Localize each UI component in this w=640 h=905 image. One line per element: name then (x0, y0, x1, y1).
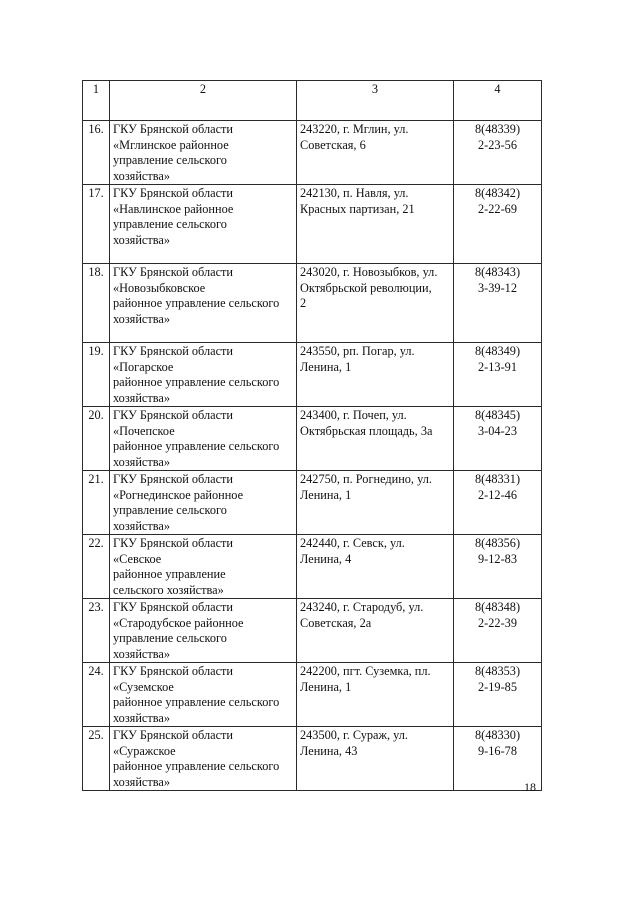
organization-name-line: «Почепское (113, 423, 175, 438)
organization-phone (454, 264, 542, 343)
organization-name-line: ГКУ Брянской области (113, 265, 234, 279)
table-row (83, 535, 542, 599)
organization-name (110, 663, 297, 727)
organization-name-line: сельского хозяйства» (113, 582, 224, 597)
organization-address (297, 185, 454, 264)
organization-name-line: «Новозыбковское (113, 280, 206, 295)
organization-address-line: Красных партизан, 21 (300, 201, 415, 216)
organization-name (110, 599, 297, 663)
header-col-4: 4 (454, 81, 542, 121)
organization-phone-line: 8(48348) (474, 600, 521, 614)
organization-phone-line: 8(48342) (474, 186, 521, 200)
organization-phone-line: 2-23-56 (478, 137, 517, 152)
organization-name-line: хозяйства» (113, 232, 171, 247)
organization-phone-line: 2-12-46 (478, 487, 517, 502)
organization-name-line: ГКУ Брянской области (113, 344, 234, 358)
organization-name (110, 121, 297, 185)
organization-name-line: управление сельского (113, 631, 227, 645)
organization-name (110, 264, 297, 343)
organization-name-line: районное управление сельского (113, 759, 280, 773)
organization-name-line: хозяйства» (113, 774, 171, 789)
organization-name-line: ГКУ Брянской области (113, 536, 234, 550)
row-number: 21. (83, 471, 110, 535)
registry-table (82, 80, 542, 791)
row-number: 18. (83, 264, 110, 343)
organization-phone-line: 9-12-83 (478, 551, 517, 566)
organization-phone-line: 9-16-78 (478, 743, 517, 758)
organization-phone (454, 185, 542, 264)
organization-name-line: районное управление (113, 567, 226, 581)
row-number: 20. (83, 407, 110, 471)
organization-address-line: 243220, г. Мглин, ул. (300, 122, 409, 136)
organization-name-line: управление сельского (113, 153, 227, 167)
organization-name (110, 471, 297, 535)
organization-name-line: управление сельского (113, 503, 227, 517)
table-row (83, 599, 542, 663)
organization-name-line: «Севское (113, 551, 162, 566)
organization-address-line: Ленина, 43 (300, 743, 358, 758)
organization-phone-line: 2-19-85 (478, 679, 517, 694)
organization-name-line: ГКУ Брянской области (113, 664, 234, 678)
organization-address-line: 243500, г. Сураж, ул. (300, 728, 408, 742)
organization-name (110, 185, 297, 264)
organization-phone (454, 471, 542, 535)
organization-address-line: Ленина, 1 (300, 359, 352, 374)
organization-phone (454, 599, 542, 663)
organization-phone-line: 8(48353) (474, 664, 521, 678)
organization-address-line: 243550, рп. Погар, ул. (300, 344, 415, 358)
organization-phone-line: 3-04-23 (478, 423, 517, 438)
organization-name-line: ГКУ Брянской области (113, 408, 234, 422)
organization-phone-line: 8(48339) (474, 122, 521, 136)
organization-name-line: «Погарское (113, 359, 174, 374)
organization-address-line: 2 (300, 296, 307, 310)
organization-phone (454, 343, 542, 407)
organization-phone-line: 8(48343) (474, 265, 521, 279)
organization-address-line: Октябрьской революции, (300, 280, 432, 295)
table-row (83, 663, 542, 727)
organization-name-line: хозяйства» (113, 311, 171, 326)
organization-name-line: ГКУ Брянской области (113, 600, 234, 614)
row-number: 25. (83, 727, 110, 791)
row-number: 17. (83, 185, 110, 264)
row-number: 19. (83, 343, 110, 407)
organization-name-line: «Стародубское районное (113, 615, 244, 630)
organization-address-line: Ленина, 1 (300, 487, 352, 502)
organization-name-line: районное управление сельского (113, 375, 280, 389)
table-row (83, 121, 542, 185)
organization-name-line: «Рогнединское районное (113, 487, 244, 502)
organization-address (297, 663, 454, 727)
organization-phone (454, 121, 542, 185)
organization-address-line: Ленина, 1 (300, 679, 352, 694)
organization-name-line: хозяйства» (113, 390, 171, 405)
organization-address-line: 243240, г. Стародуб, ул. (300, 600, 424, 614)
organization-name (110, 407, 297, 471)
header-row (83, 81, 542, 121)
organization-address (297, 599, 454, 663)
row-number: 24. (83, 663, 110, 727)
organization-address-line: 242200, пгт. Суземка, пл. (300, 664, 431, 678)
organization-phone (454, 663, 542, 727)
organization-name-line: районное управление сельского (113, 439, 280, 453)
organization-address (297, 471, 454, 535)
organization-phone-line: 8(48349) (474, 344, 521, 358)
organization-name-line: хозяйства» (113, 518, 171, 533)
table-row (83, 407, 542, 471)
organization-phone (454, 407, 542, 471)
row-number: 23. (83, 599, 110, 663)
organization-name (110, 727, 297, 791)
organization-name-line: ГКУ Брянской области (113, 728, 234, 742)
organization-name-line: хозяйства» (113, 710, 171, 725)
organization-address-line: Советская, 6 (300, 137, 366, 152)
organization-address-line: 242750, п. Рогнедино, ул. (300, 472, 432, 486)
organization-address-line: Ленина, 4 (300, 551, 352, 566)
header-col-3: 3 (297, 81, 454, 121)
organization-address-line: 242130, п. Навля, ул. (300, 186, 409, 200)
table-row (83, 185, 542, 264)
header-col-1: 1 (83, 81, 110, 121)
organization-address-line: 243400, г. Почеп, ул. (300, 408, 407, 422)
organization-name-line: районное управление сельского (113, 695, 280, 709)
table-body (83, 121, 542, 791)
organization-address (297, 407, 454, 471)
organization-address (297, 727, 454, 791)
organization-phone-line: 8(48356) (474, 536, 521, 550)
organization-phone-line: 2-13-91 (478, 359, 517, 374)
organization-name-line: «Навлинское районное (113, 201, 234, 216)
organization-name-line: хозяйства» (113, 646, 171, 661)
organization-address-line: 242440, г. Севск, ул. (300, 536, 405, 550)
page-number: 18 (524, 780, 536, 794)
table-row (83, 343, 542, 407)
organization-address (297, 343, 454, 407)
organization-name-line: районное управление сельского (113, 296, 280, 310)
table-row (83, 727, 542, 791)
header-col-2: 2 (110, 81, 297, 121)
organization-name-line: «Суражское (113, 743, 176, 758)
row-number: 22. (83, 535, 110, 599)
row-number: 16. (83, 121, 110, 185)
organization-phone-line: 8(48331) (474, 472, 521, 486)
table-row (83, 471, 542, 535)
organization-address-line: Октябрьская площадь, 3а (300, 423, 433, 438)
organization-name-line: хозяйства» (113, 168, 171, 183)
organization-name-line: ГКУ Брянской области (113, 122, 234, 136)
organization-address (297, 535, 454, 599)
organization-name-line: «Суземское (113, 679, 174, 694)
organization-phone (454, 535, 542, 599)
organization-phone-line: 8(48330) (474, 728, 521, 742)
organization-name-line: управление сельского (113, 217, 227, 231)
organization-name (110, 535, 297, 599)
organization-phone-line: 2-22-69 (478, 201, 517, 216)
organization-address (297, 121, 454, 185)
organization-phone-line: 2-22-39 (478, 615, 517, 630)
organization-phone-line: 8(48345) (474, 408, 521, 422)
organization-name (110, 343, 297, 407)
organization-address (297, 264, 454, 343)
organization-name-line: «Мглинское районное (113, 137, 229, 152)
organization-phone-line: 3-39-12 (478, 280, 517, 295)
organization-name-line: ГКУ Брянской области (113, 186, 234, 200)
organization-name-line: ГКУ Брянской области (113, 472, 234, 486)
organization-address-line: 243020, г. Новозыбков, ул. (300, 265, 438, 279)
table-row (83, 264, 542, 343)
organization-address-line: Советская, 2а (300, 615, 372, 630)
organization-name-line: хозяйства» (113, 454, 171, 469)
